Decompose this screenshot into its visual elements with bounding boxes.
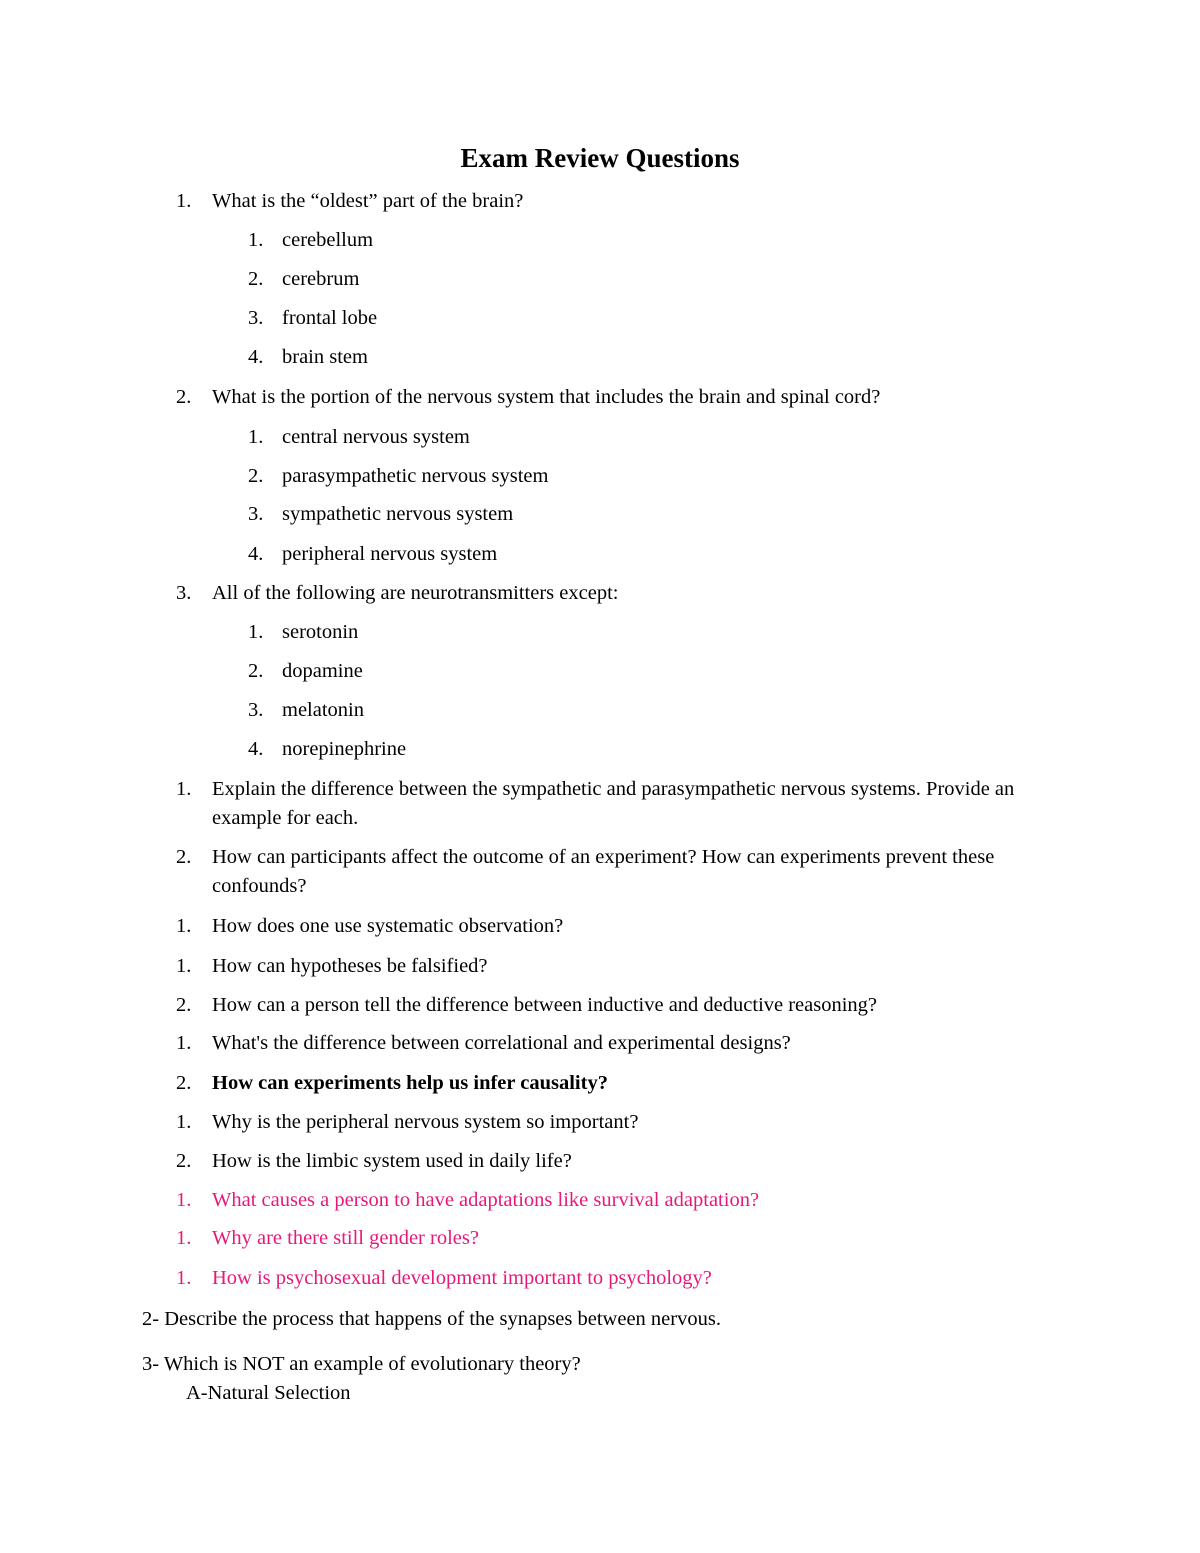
option-text: serotonin: [282, 621, 359, 643]
question-number: 2.: [176, 386, 192, 408]
option-text: norepinephrine: [282, 738, 407, 760]
option-text: sympathetic nervous system: [282, 503, 514, 525]
synapse-question: 2- Describe the process that happens of the synapses between nervous.: [142, 1308, 721, 1330]
question-text: Why is the peripheral nervous system so important?: [212, 1111, 639, 1133]
option-text: dopamine: [282, 660, 363, 682]
question-number: 3.: [176, 582, 192, 604]
question-text: How can participants affect the outcome of an experiment? How can experiments prevent these confounds?: [212, 846, 995, 897]
question-number: 2.: [176, 1150, 192, 1172]
option-number: 2.: [248, 268, 264, 290]
option-number: 2.: [248, 465, 264, 487]
question-number: 1.: [176, 1189, 192, 1211]
evolution-question: 3- Which is NOT an example of evolutionary theory?: [142, 1353, 581, 1375]
option-number: 4.: [248, 738, 264, 760]
option-text: peripheral nervous system: [282, 543, 498, 565]
question-text: How can hypotheses be falsified?: [212, 955, 488, 977]
question-text: How is the limbic system used in daily life?: [212, 1150, 572, 1172]
question-text: Why are there still gender roles?: [212, 1227, 479, 1249]
option-number: 1.: [248, 426, 264, 448]
option-text: central nervous system: [282, 426, 470, 448]
option-number: 3.: [248, 503, 264, 525]
question-text: How is psychosexual development important to psychology?: [212, 1267, 712, 1289]
question-text: All of the following are neurotransmitters except:: [212, 582, 619, 604]
option-number: 1.: [248, 229, 264, 251]
question-number: 1.: [176, 190, 192, 212]
option-text: cerebellum: [282, 229, 374, 251]
question-text: What is the portion of the nervous system that includes the brain and spinal cord?: [212, 386, 881, 408]
question-text: Explain the difference between the sympathetic and parasympathetic nervous systems. Provide an example for each.: [212, 778, 1015, 829]
option-number: 4.: [248, 346, 264, 368]
option-text: cerebrum: [282, 268, 360, 290]
question-text: What is the “oldest” part of the brain?: [212, 190, 524, 212]
question-number: 1.: [176, 1032, 192, 1054]
option-text: melatonin: [282, 699, 364, 721]
question-number: 2.: [176, 1072, 192, 1094]
question-text: What causes a person to have adaptations like survival adaptation?: [212, 1189, 760, 1211]
page-title: Exam Review Questions: [460, 143, 740, 173]
question-text: What's the difference between correlational and experimental designs?: [212, 1032, 791, 1054]
question-text: How can a person tell the difference between inductive and deductive reasoning?: [212, 994, 878, 1016]
option-number: 4.: [248, 543, 264, 565]
question-text: How does one use systematic observation?: [212, 915, 564, 937]
option-text: parasympathetic nervous system: [282, 465, 549, 487]
question-number: 2.: [176, 994, 192, 1016]
question-number: 1.: [176, 1227, 192, 1249]
question-text: How can experiments help us infer causality?: [212, 1072, 608, 1094]
option-number: 3.: [248, 307, 264, 329]
option-text: brain stem: [282, 346, 368, 368]
option-natural-selection: A-Natural Selection: [186, 1382, 351, 1404]
question-number: 1.: [176, 915, 192, 937]
question-number: 2.: [176, 846, 192, 868]
option-text: frontal lobe: [282, 307, 378, 329]
question-number: 1.: [176, 778, 192, 800]
question-number: 1.: [176, 1267, 192, 1289]
question-number: 1.: [176, 1111, 192, 1133]
option-number: 1.: [248, 621, 264, 643]
option-number: 3.: [248, 699, 264, 721]
option-number: 2.: [248, 660, 264, 682]
question-number: 1.: [176, 955, 192, 977]
